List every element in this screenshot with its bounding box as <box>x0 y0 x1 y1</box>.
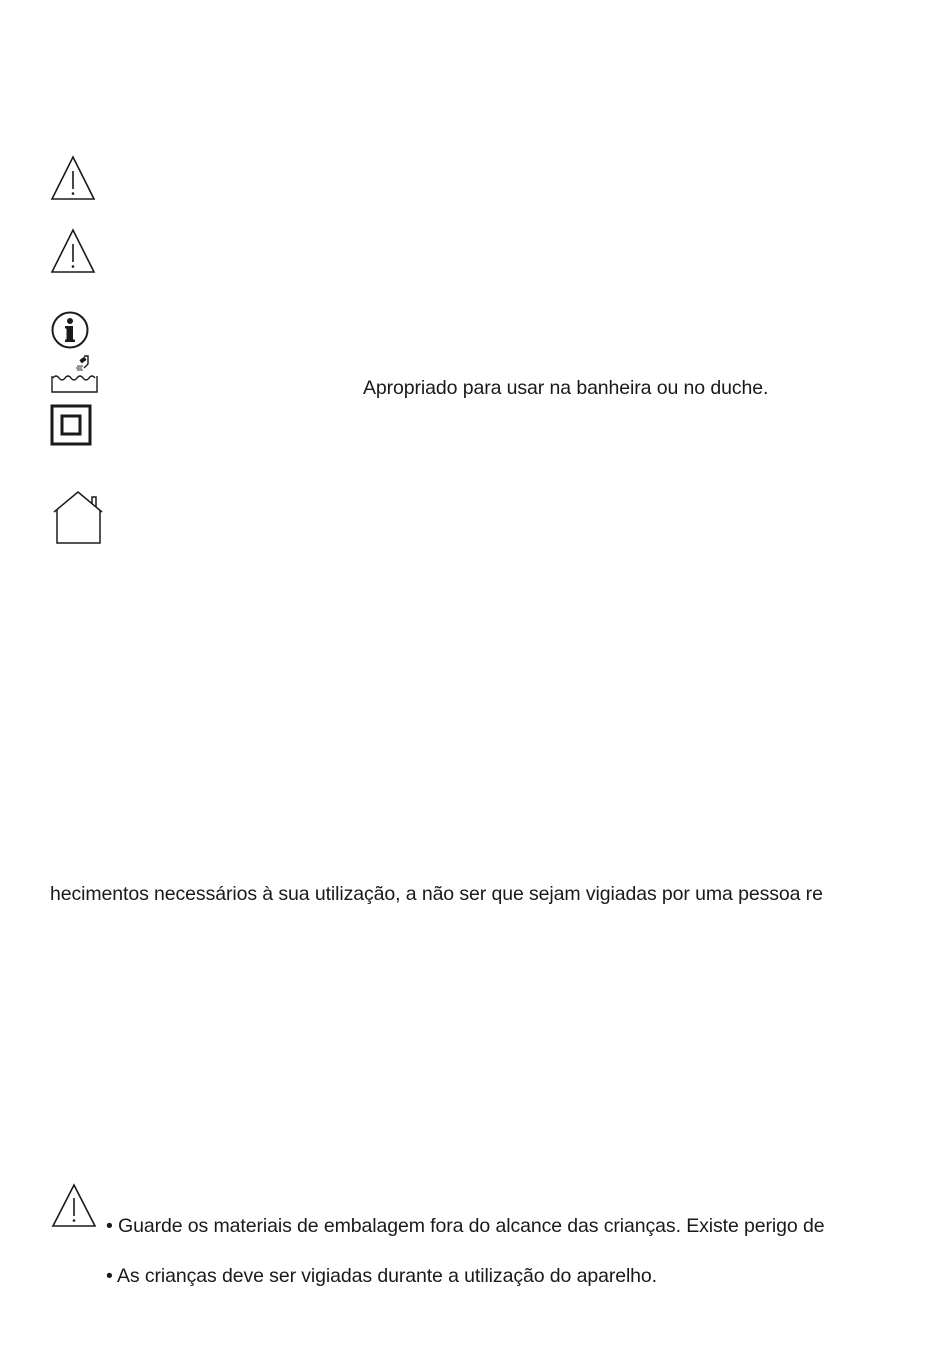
warning-triangle-icon <box>51 1183 97 1229</box>
warning-triangle-icon <box>50 155 96 201</box>
bath-shower-description: Apropriado para usar na banheira ou no duche. <box>363 377 769 399</box>
warning-triangle-icon <box>50 228 96 274</box>
bath-shower-icon <box>50 354 100 396</box>
double-insulation-icon <box>50 404 92 446</box>
body-text-line: hecimentos necessários à sua utilização, a não ser que sejam vigiadas por uma pessoa re <box>50 883 823 905</box>
warning-bullet-packaging: • Guarde os materiais de embalagem fora do alcance das crianças. Existe perigo de <box>106 1215 825 1237</box>
warning-bullet-children: • As crianças deve ser vigiadas durante a utilização do aparelho. <box>106 1265 657 1287</box>
house-icon <box>50 490 106 546</box>
info-circle-icon <box>50 310 90 350</box>
